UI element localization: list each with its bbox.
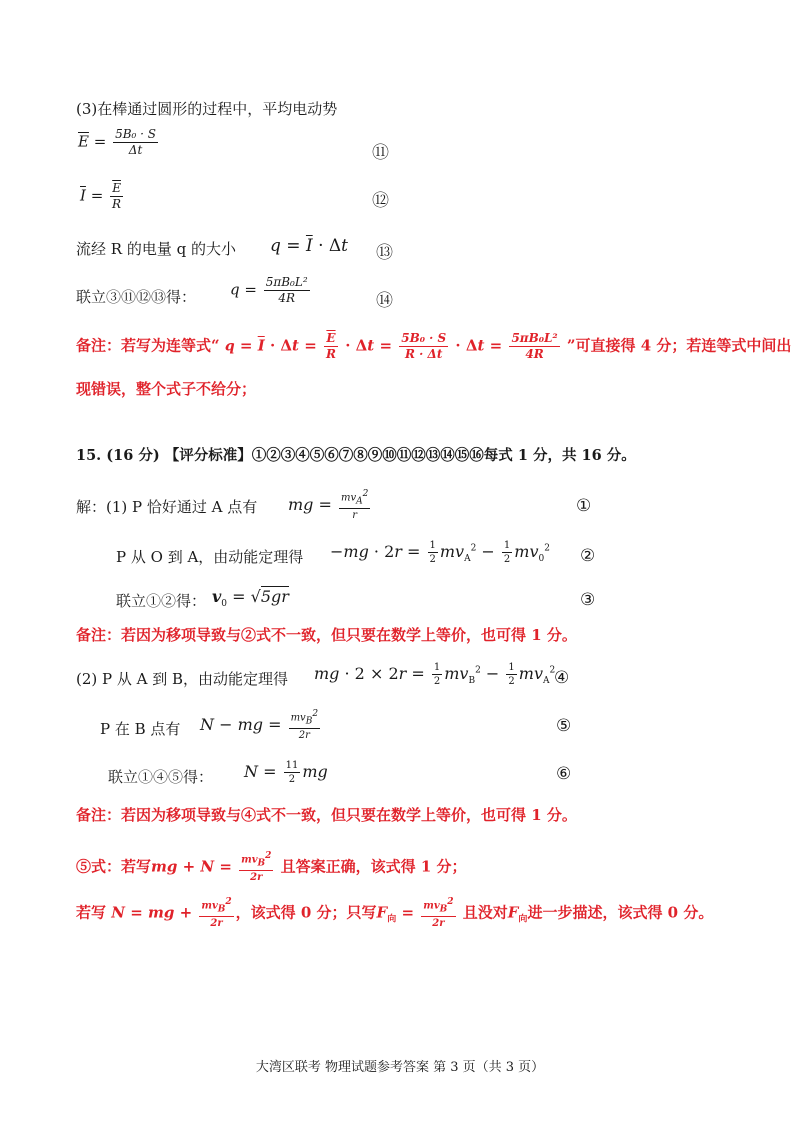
eq12-number: ⑫	[372, 191, 389, 211]
lianli-text: 联立③⑪⑫⑬得：	[76, 288, 197, 306]
step5-text: P 在 B 点有	[100, 720, 181, 738]
eq1: mg = $\frac{mv_A^2}{r}$	[288, 489, 369, 522]
eq14-den: 4R	[278, 291, 296, 306]
note3: ⑤式：若写mg + N = $\frac{mv_B^2}{2r}$ 且答案正确，该式得 1 分；	[76, 851, 467, 884]
eq14-number: ⑭	[376, 291, 393, 311]
eq5-number: ⑤	[556, 716, 572, 736]
note3-b: 且答案正确，该式得 1 分；	[280, 857, 467, 876]
part3-note-suffix: ”可直接得 4 分；若连等式中间出	[566, 336, 792, 355]
step2-text: P 从 O 到 A，由动能定理得	[116, 548, 304, 566]
part3-note: 备注：若写为连等式“ $q = \overline{I} \cdot \Delta t$ = $\frac{\overline{E}}{R}$ · Δt = $\frac{\text{5B₀ · S}}{R \cdot \Delta t}$ · Δt = $\frac{\text{5πB₀L²}}{4R}$ ”可直接得 4 分；若连等式中间出	[76, 331, 792, 362]
q-text: 流经 R 的电量 q 的大小	[76, 240, 236, 258]
eq12-den: R	[112, 197, 122, 212]
eq13-number: ⑬	[376, 243, 393, 263]
eq12-num: $\overline{E}$	[110, 182, 123, 197]
eq3-number: ③	[580, 590, 596, 610]
note4: 若写 N = mg + $\frac{mv_B^2}{2r}$ ，该式得 0 分；只写$F_向$ = $\frac{mv_B^2}{2r}$ 且没对$F_向$进一步描述，该式得 0 分。	[76, 897, 714, 930]
eq11: $\overline{E}$ = $\frac{\text{5B₀ · S}}{\Delta t}$	[78, 127, 156, 158]
eq1-number: ①	[576, 496, 592, 516]
page-footer: 大湾区联考 物理试题参考答案 第 3 页（共 3 页）	[255, 1060, 545, 1075]
step4-text: (2) P 从 A 到 B，由动能定理得	[76, 670, 289, 688]
eq6: N = $\frac{11}{2}$ mg	[244, 760, 328, 785]
part3-note-prefix: 备注：若写为连等式“	[76, 336, 220, 355]
eq14-num: 5πB₀L²	[264, 276, 310, 291]
q15-header: 15. (16 分) 【评分标准】①②③④⑤⑥⑦⑧⑨⑩⑪⑫⑬⑭⑮⑯每式 1 分，共 16 分。	[76, 447, 636, 464]
eq11-den: Δt	[128, 143, 143, 158]
note4-b: ，该式得 0 分；只写	[235, 903, 377, 922]
note4-a: 若写	[76, 903, 107, 922]
part3-intro: (3)在棒通过圆形的过程中，平均电动势	[76, 100, 338, 118]
eq14: q = $\frac{\text{5πB₀L²}}{4R}$	[230, 275, 308, 306]
note1: 备注：若因为移项导致与②式不一致，但只要在数学上等价，也可得 1 分。	[76, 626, 577, 644]
eq5: N − mg = $\frac{mv_B^2}{2r}$	[200, 709, 319, 742]
eq13: $q = \overline{I} \cdot \Delta t$	[270, 236, 349, 256]
eq12: $\overline{I}$ = $\frac{\overline{E}}{R}$	[80, 181, 122, 212]
eq4: mg · 2 × 2r = $\frac{1}{2}$ $mv_B^2$ − $\frac{1}{2}$ $mv_A^2$	[314, 662, 556, 687]
eq2: −mg · 2r = $\frac{1}{2}$ $mv_A^2$ − $\frac{1}{2}$ $mv_0^2$	[330, 540, 550, 565]
part3-note-line2: 现错误，整个式子不给分；	[76, 380, 257, 398]
note2: 备注：若因为移项导致与④式不一致，但只要在数学上等价，也可得 1 分。	[76, 806, 577, 824]
step3-text: 联立①②得：	[116, 592, 207, 610]
eq11-num: 5B₀ · S	[113, 128, 158, 143]
eq3: $v_0 = √5gr$	[212, 587, 289, 610]
step6-text: 联立①④⑤得：	[108, 768, 214, 786]
note4-d: 进一步描述，该式得 0 分。	[527, 903, 714, 922]
eq2-number: ②	[580, 546, 596, 566]
eq4-number: ④	[554, 668, 570, 688]
eq6-number: ⑥	[556, 764, 572, 784]
step1-text: 解：(1) P 恰好通过 A 点有	[76, 498, 258, 516]
note3-a: ⑤式：若写	[76, 857, 152, 876]
eq11-number: ⑪	[372, 143, 389, 163]
note4-c: 且没对	[462, 903, 508, 922]
